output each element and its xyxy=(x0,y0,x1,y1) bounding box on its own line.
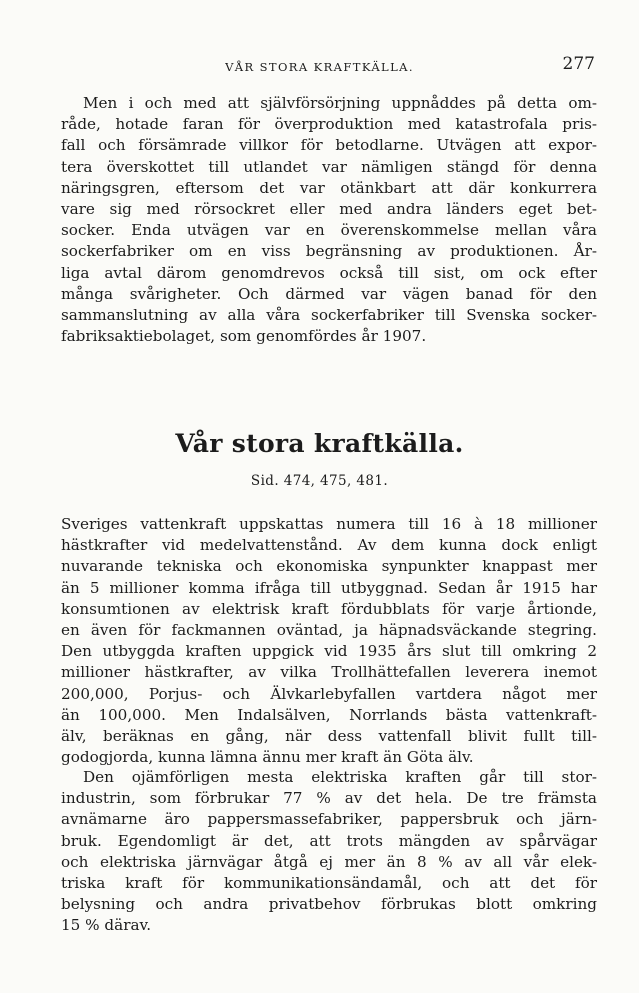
text-line: Men i och med att självförsörjning uppnåddes på detta om- xyxy=(83,94,597,112)
text-line: liga avtal därom genomdrevos också till sist, om ock efter xyxy=(61,263,597,282)
text-line: sockerfabriker om en viss begränsning av produktionen. År- xyxy=(61,242,597,261)
page-number: 277 xyxy=(562,54,595,74)
section-title: Vår stora kraftkälla. xyxy=(175,429,464,458)
text-line: fabriksaktiebolaget, som genomfördes år 1907. xyxy=(61,327,427,346)
section-page-references: Sid. 474, 475, 481. xyxy=(250,473,389,489)
text-line: Sveriges vattenkraft uppskattas numera till 16 à 18 millioner xyxy=(61,515,597,533)
text-line: godogjorda, kunna lämna ännu mer kraft än Göta älv. xyxy=(61,748,474,767)
text-line: och elektriska järnvägar åtgå ej mer än 8 % av all vår elek- xyxy=(61,852,597,871)
text-line: nuvarande tekniska och ekonomiska synpunkter knappast mer xyxy=(61,557,597,576)
text-line: näringsgren, eftersom det var otänkbart att där konkurrera xyxy=(61,178,597,197)
text-line: Den utbyggda kraften uppgick vid 1935 års slut till omkring 2 xyxy=(61,642,597,661)
text-line: en även för fackmannen oväntad, ja häpnadsväckande stegring. xyxy=(61,620,597,639)
text-line: än 100,000. Men Indalsälven, Norrlands bästa vattenkraft- xyxy=(61,705,597,724)
paragraph-hydropower xyxy=(61,514,597,768)
text-line: vare sig med rörsockret eller med andra länders eget bet- xyxy=(61,199,597,218)
text-line: hästkrafter vid medelvattenstånd. Av dem kunna dock enligt xyxy=(61,536,597,555)
text-line: 15 % därav. xyxy=(61,916,152,935)
text-line: socker. Enda utvägen var en överenskommelse mellan våra xyxy=(61,221,597,240)
text-line: triska kraft för kommunikationsändamål, och att det för xyxy=(61,873,597,892)
paragraph-power-usage xyxy=(61,767,597,937)
running-title: VÅR STORA KRAFTKÄLLA. xyxy=(225,60,414,74)
running-header xyxy=(0,54,639,78)
text-line: råde, hotade faran för överproduktion med katastrofala pris- xyxy=(61,115,597,134)
paragraph-sugar-industry xyxy=(61,93,597,347)
text-line: fall och försämrade villkor för betodlarne. Utvägen att expor- xyxy=(61,136,597,155)
text-line: älv, beräknas en gång, när dess vattenfall blivit fullt till- xyxy=(61,726,597,745)
text-line: Den ojämförligen mesta elektriska kraften går till stor- xyxy=(83,768,597,786)
text-line: belysning och andra privatbehov förbrukas blott omkring xyxy=(61,895,597,914)
text-line: millioner hästkrafter, av vilka Trollhättefallen leverera inemot xyxy=(61,663,597,682)
text-line: än 5 millioner komma ifråga till utbyggnad. Sedan år 1915 har xyxy=(61,578,597,597)
text-line: industrin, som förbrukar 77 % av det hela. De tre främsta xyxy=(61,789,597,808)
text-line: bruk. Egendomligt är det, att trots mängden av spårvägar xyxy=(61,831,597,850)
text-line: tera överskottet till utlandet var nämligen stängd för denna xyxy=(61,157,597,176)
text-line: 200,000, Porjus- och Älvkarlebyfallen vartdera något mer xyxy=(61,684,597,703)
text-line: avnämarne äro pappersmassefabriker, pappersbruk och järn- xyxy=(61,810,597,829)
text-line: konsumtionen av elektrisk kraft fördubblats för varje årtionde, xyxy=(61,599,597,618)
text-line: många svårigheter. Och därmed var vägen banad för den xyxy=(61,284,597,303)
text-line: sammanslutning av alla våra sockerfabriker till Svenska socker- xyxy=(61,305,597,324)
